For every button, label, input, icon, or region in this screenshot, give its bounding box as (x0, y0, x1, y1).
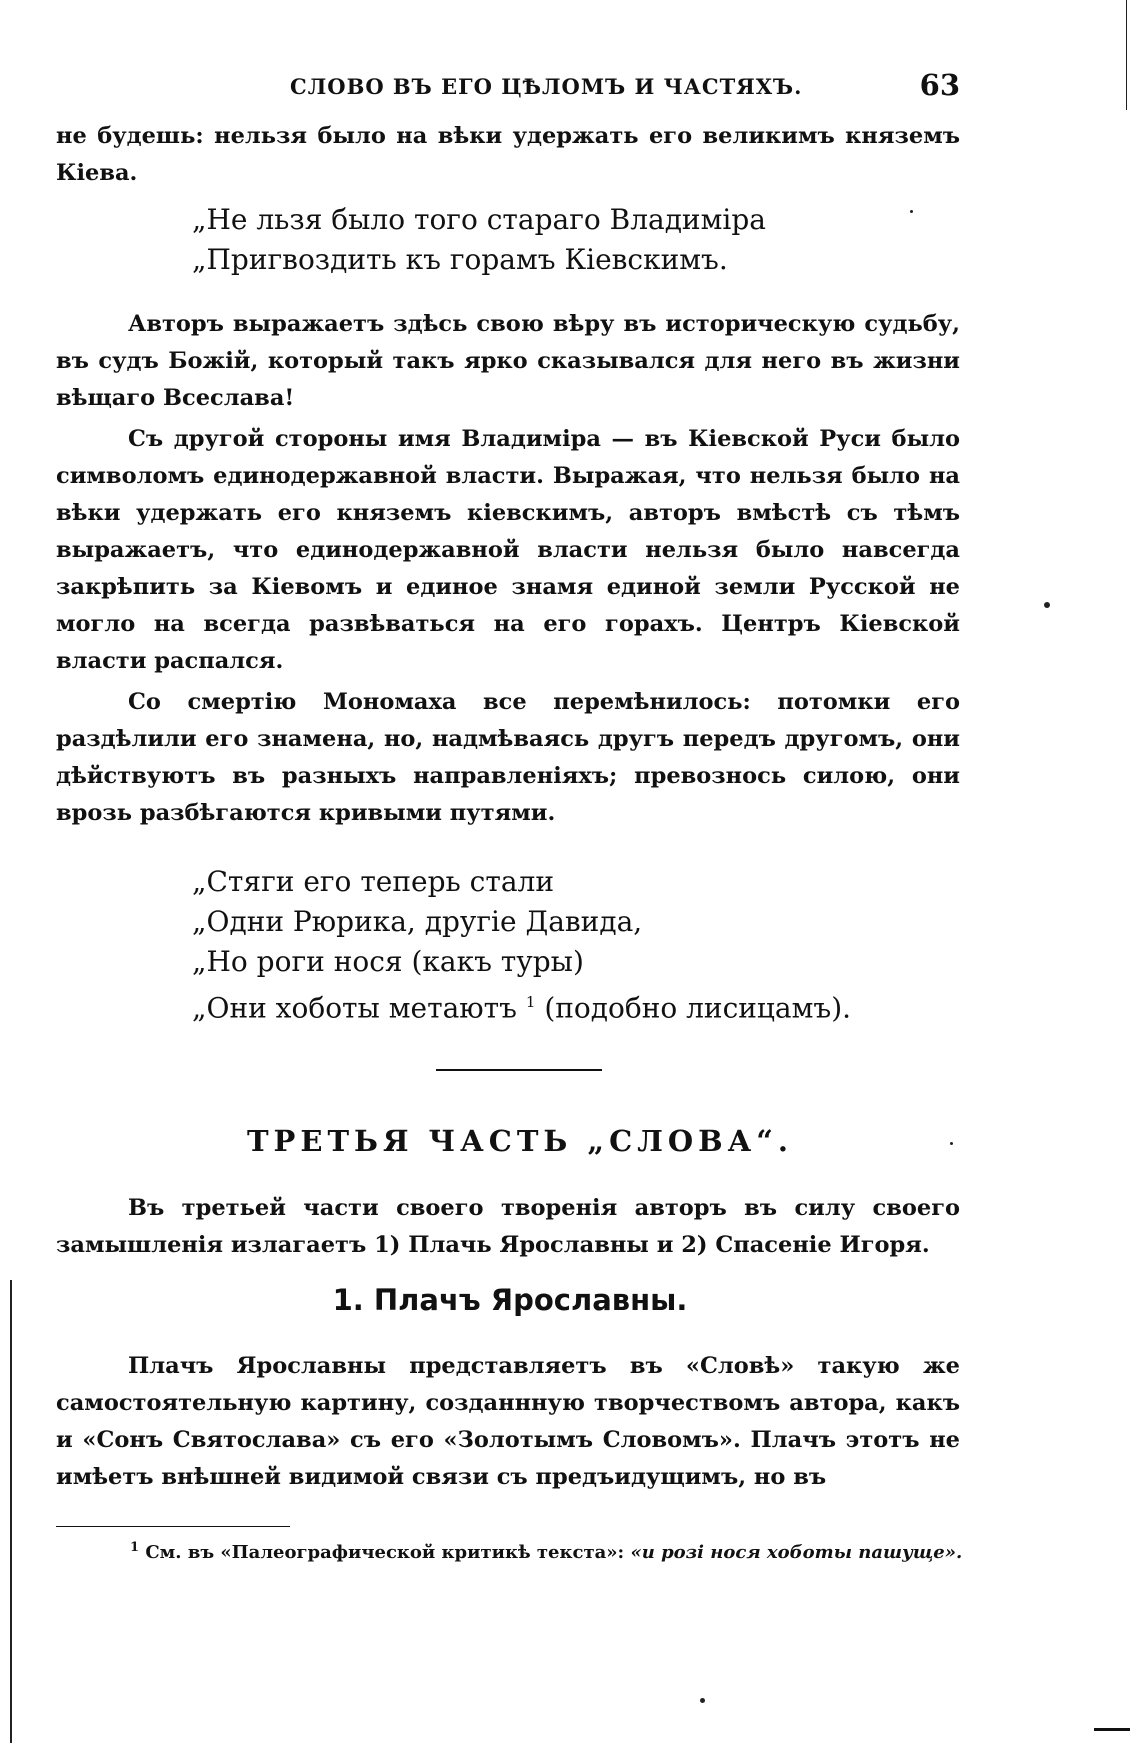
body-paragraphs (56, 306, 960, 832)
section-divider (436, 1069, 602, 1071)
footnote-divider (56, 1526, 290, 1527)
subsection-title: 1. Плачъ Ярославны. (332, 1283, 688, 1317)
footnote-quote: «и розі нося хоботы пашуще». (630, 1542, 963, 1563)
scan-margin-line (10, 1280, 12, 1743)
scan-speck (700, 1698, 705, 1703)
verse-line-tail: (подобно лисицамъ). (544, 991, 852, 1025)
verse-line: „Не льзя было того стараго Владиміра (192, 203, 766, 236)
paragraph-1: не будешь: нельзя было на вѣки удержать его великимъ княземъ Кіева. (56, 123, 960, 186)
scan-edge-line (1126, 0, 1127, 110)
scan-edge-mark (1094, 1728, 1130, 1731)
verse-line-with-footnote (192, 982, 851, 1028)
scan-speck (1044, 602, 1050, 608)
paragraph-4: Со смертію Мономаха все перемѣнилось: потомки его раздѣлили его знамена, но, надмѣваясь другъ передъ другомъ, они дѣйствуютъ въ разныхъ направленіяхъ; превознось силою, они врозь разбѣгаются кривыми путями. (56, 689, 960, 826)
verse-line: „Одни Рюрика, другіе Давида, (192, 905, 643, 938)
paragraph-3: Съ другой стороны имя Владиміра — въ Кіевской Руси было символомъ единодержавной власти. Выражая, что нельзя было на вѣки удержать его княземъ кіевскимъ, авторъ вмѣстѣ съ тѣмъ выражаетъ, что единодержавной власти нельзя было навсегда закрѣпить за Кіевомъ и единое знамя единой земли Русской не могло на всегда развѣваться на его горахъ. Центръ Кіевской власти распался. (56, 426, 960, 674)
verse-block-2 (192, 862, 851, 1028)
scan-speck (910, 210, 913, 213)
footnote-ref: 1 (525, 993, 536, 1011)
verse-line: „Они хоботы метаютъ (192, 991, 517, 1025)
paragraph-6: Плачъ Ярославны представляетъ въ «Словѣ» такую же самостоятельную картину, созданнную творчествомъ автора, какъ и «Сонъ Святослава» съ его «Золотымъ Словомъ». Плачъ этотъ не имѣетъ внѣшней видимой связи съ предъидущимъ, но въ (56, 1353, 960, 1490)
footnote-mark: 1 (130, 1540, 140, 1555)
footnote-text: См. въ «Палеографической критикѣ текста»: (145, 1542, 625, 1563)
running-header (290, 64, 970, 104)
section-title: ТРЕТЬЯ ЧАСТЬ „СЛОВА“. (246, 1124, 794, 1158)
header-title: СЛОВО ВЪ ЕГО ЦѢЛОМЪ И ЧАСТЯХЪ. (290, 74, 803, 99)
verse-block-1 (192, 200, 766, 280)
page-number: 63 (919, 68, 960, 102)
paragraph-5: Въ третьей части своего творенія авторъ въ силу своего замышленія излагаетъ 1) Плачь Ярославны и 2) Спасеніе Игоря. (56, 1195, 960, 1258)
footnote (130, 1540, 970, 1563)
section-intro (56, 1190, 960, 1264)
verse-line: „Но роги нося (какъ туры) (192, 945, 584, 978)
verse-line: „Пригвоздить къ горамъ Кіевскимъ. (192, 243, 728, 276)
scan-speck (950, 1142, 953, 1145)
verse-line: „Стяги его теперь стали (192, 865, 554, 898)
subsection-body (56, 1348, 960, 1496)
paragraph-2: Авторъ выражаетъ здѣсь свою вѣру въ историческую судьбу, въ судъ Божій, который такъ ярко сказывался для него въ жизни вѣщаго Всеслава! (56, 311, 960, 411)
paragraph-continuation (56, 118, 960, 192)
